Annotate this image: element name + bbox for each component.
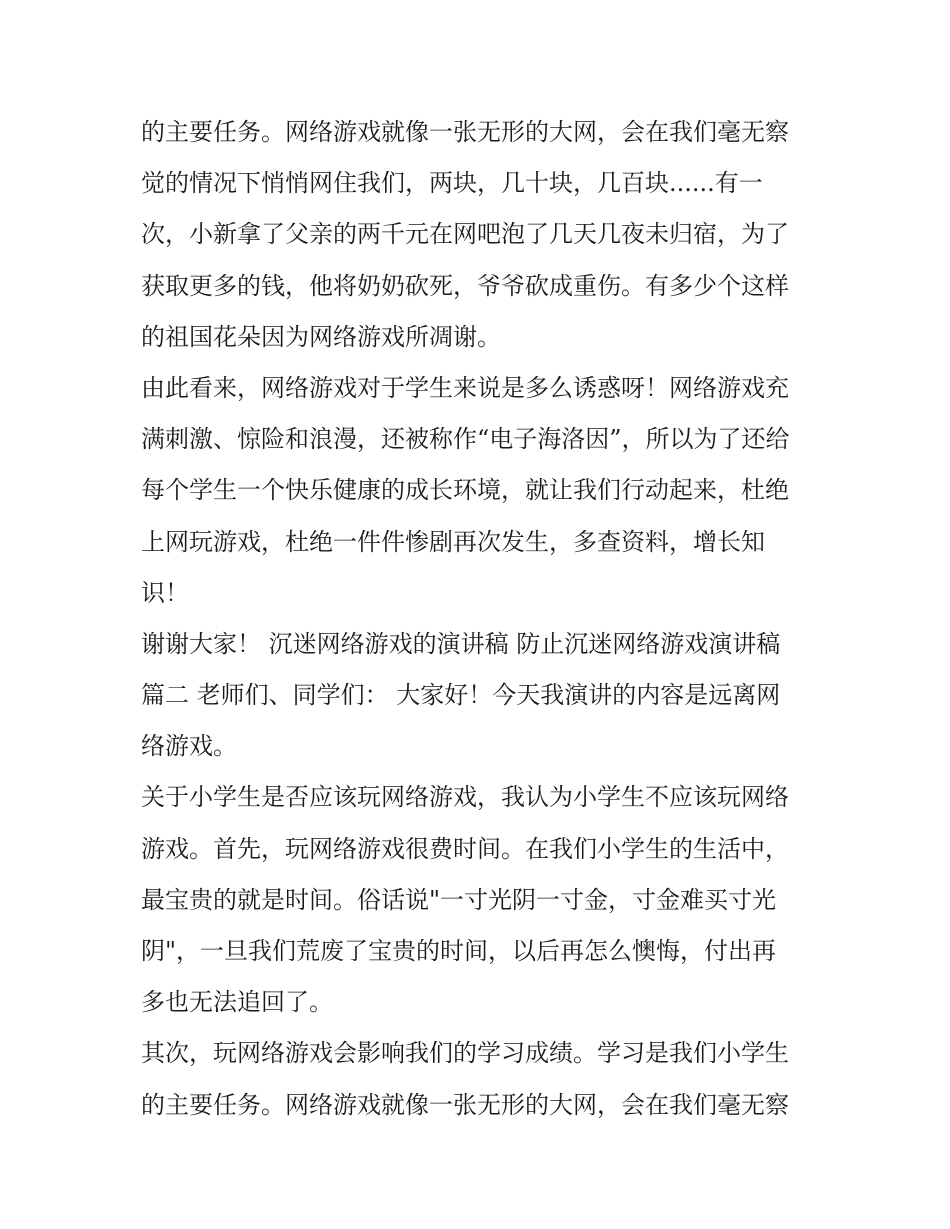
text-line: 关于小学生是否应该玩网络游戏，我认为小学生不应该玩网络 xyxy=(141,783,789,812)
text-line: 每个学生一个快乐健康的成长环境，就让我们行动起来，杜绝 xyxy=(141,476,789,505)
text-line: 满刺激、惊险和浪漫，还被称作“电子海洛因”，所以为了还给 xyxy=(141,425,790,454)
text-line: 由此看来，网络游戏对于学生来说是多么诱惑呀！网络游戏充 xyxy=(141,373,789,402)
text-line: 谢谢大家！ 沉迷网络游戏的演讲稿 防止沉迷网络游戏演讲稿 xyxy=(141,629,781,658)
document-body xyxy=(141,107,821,1131)
text-line: 获取更多的钱，他将奶奶砍死，爷爷砍成重伤。有多少个这样 xyxy=(141,271,789,300)
text-line: 多也无法追回了。 xyxy=(141,988,333,1017)
text-line: 游戏。首先，玩网络游戏很费时间。在我们小学生的生活中， xyxy=(141,834,789,863)
text-line: 络游戏。 xyxy=(141,732,237,761)
text-line: 次，小新拿了父亲的两千元在网吧泡了几天几夜未归宿，为了 xyxy=(141,220,789,249)
text-line: 上网玩游戏，杜绝一件件惨剧再次发生，多查资料，增长知 xyxy=(141,527,765,556)
text-line: 觉的情况下悄悄网住我们，两块，几十块，几百块......有一 xyxy=(141,169,763,198)
text-line: 的主要任务。网络游戏就像一张无形的大网，会在我们毫无察 xyxy=(141,118,789,146)
text-line: 篇二 老师们、同学们： 大家好！今天我演讲的内容是远离网 xyxy=(141,681,781,710)
text-line: 的主要任务。网络游戏就像一张无形的大网，会在我们毫无察 xyxy=(141,1090,789,1119)
text-line: 识！ xyxy=(141,578,189,607)
text-line: 最宝贵的就是时间。俗话说"一寸光阴一寸金，寸金难买寸光 xyxy=(141,885,777,914)
text-line: 其次，玩网络游戏会影响我们的学习成绩。学习是我们小学生 xyxy=(141,1039,789,1068)
text-line: 阴"，一旦我们荒废了宝贵的时间，以后再怎么懊悔，付出再 xyxy=(141,937,777,965)
text-line: 的祖国花朵因为网络游戏所凋谢。 xyxy=(141,322,501,351)
